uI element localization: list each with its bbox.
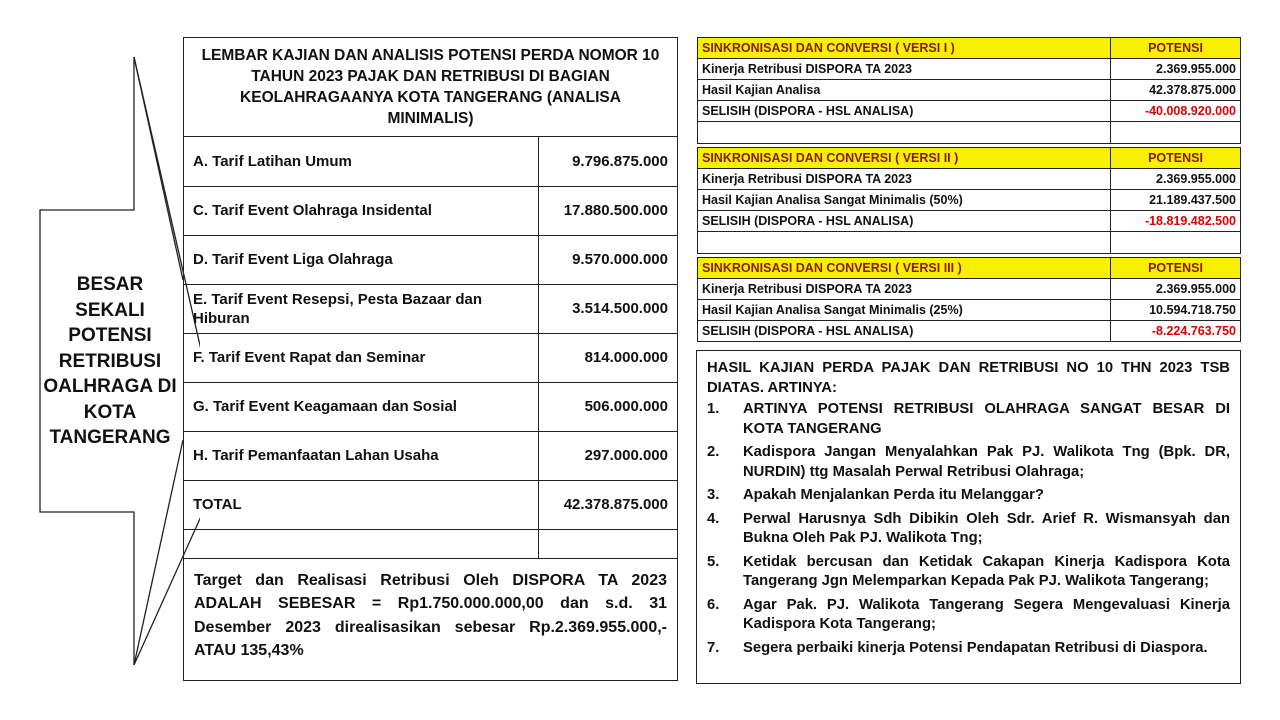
row-label: Hasil Kajian Analisa (698, 80, 1111, 101)
analysis-panel (183, 37, 678, 681)
sync-table-v3 (697, 257, 1241, 342)
item-text: Kadispora Jangan Menyalahkan Pak PJ. Walikota Tng (Bpk. DR, NURDIN) ttg Masalah Perwal Retribusi Olahraga; (743, 444, 1230, 480)
table-row (698, 279, 1241, 300)
row-label: A. Tarif Latihan Umum (184, 137, 538, 186)
row-label: Hasil Kajian Analisa Sangat Minimalis (25%) (698, 300, 1111, 321)
spacer-row (698, 232, 1241, 254)
item-text: Segera perbaiki kinerja Potensi Pendapatan Retribusi di Diaspora. (743, 639, 1208, 656)
row-value: 506.000.000 (538, 382, 677, 431)
callout-line: OALHRAGA DI (43, 376, 177, 397)
row-label: E. Tarif Event Resepsi, Pesta Bazaar dan Hiburan (184, 284, 538, 333)
item-number: 7. (707, 639, 720, 656)
list-item (707, 400, 1230, 439)
sync-header-label: SINKRONISASI DAN CONVERSI ( VERSI III ) (698, 258, 1111, 279)
row-label: Hasil Kajian Analisa Sangat Minimalis (50%) (698, 190, 1111, 211)
table-row (184, 137, 677, 186)
total-row (184, 480, 677, 529)
row-value: 2.369.955.000 (1111, 59, 1241, 80)
target-realization-note: Target dan Realisasi Retribusi Oleh DISPORA TA 2023 ADALAH SEBESAR = Rp1.750.000.000,00 dan s.d. 31 Desember 2023 direalisasikan sebesar Rp.2.369.955.000,- ATAU 135,43% (194, 571, 667, 659)
row-label: Kinerja Retribusi DISPORA TA 2023 (698, 169, 1111, 190)
row-value: 10.594.718.750 (1111, 300, 1241, 321)
tariff-table (184, 137, 677, 559)
item-number: 6. (707, 596, 720, 613)
total-label: TOTAL (184, 480, 538, 529)
item-text: Ketidak bercusan dan Ketidak Cakapan Kinerja Kadispora Kota Tangerang Jgn Melemparkan Kepada Pak PJ. Walikota Tangerang; (743, 553, 1230, 589)
list-item (707, 596, 1230, 635)
conclusion-intro: HASIL KAJIAN PERDA PAJAK DAN RETRIBUSI NO 10 THN 2023 TSB DIATAS. ARTINYA: (707, 360, 1230, 396)
list-item (707, 639, 1230, 659)
sync-header (698, 148, 1241, 169)
difference-value: -40.008.920.000 (1111, 101, 1241, 122)
difference-value: -18.819.482.500 (1111, 211, 1241, 232)
row-value: 2.369.955.000 (1111, 279, 1241, 300)
table-row (184, 235, 677, 284)
item-text: Agar Pak. PJ. Walikota Tangerang Segera Mengevaluasi Kinerja Kadispora Kota Tangerang; (743, 596, 1230, 632)
row-label: Kinerja Retribusi DISPORA TA 2023 (698, 59, 1111, 80)
list-item (707, 553, 1230, 592)
spacer-row (698, 122, 1241, 144)
list-item (707, 486, 1230, 506)
conclusion-list (707, 400, 1230, 658)
row-value: 9.570.000.000 (538, 235, 677, 284)
callout-line: BESAR (76, 274, 144, 295)
sync-header-label: SINKRONISASI DAN CONVERSI ( VERSI I ) (698, 38, 1111, 59)
table-row (698, 300, 1241, 321)
table-row (184, 284, 677, 333)
row-value: 17.880.500.000 (538, 186, 677, 235)
item-text: Apakah Menjalankan Perda itu Melanggar? (743, 487, 1044, 503)
analysis-title: LEMBAR KAJIAN DAN ANALISIS POTENSI PERDA NOMOR 10 TAHUN 2023 PAJAK DAN RETRIBUSI DI BAGIAN KEOLAHRAGAANYA KOTA TANGERANG (ANALISA MINIMALIS) (184, 38, 677, 137)
table-row (184, 382, 677, 431)
sync-table-v2 (697, 147, 1241, 254)
item-number: 1. (707, 401, 720, 417)
conclusion-box (696, 350, 1241, 684)
row-label: F. Tarif Event Rapat dan Seminar (184, 333, 538, 382)
table-row (184, 333, 677, 382)
table-row (698, 169, 1241, 190)
callout-line: TANGERANG (49, 427, 171, 448)
table-row (698, 211, 1241, 232)
sync-header (698, 258, 1241, 279)
sync-table-v1 (697, 37, 1241, 144)
row-value: 42.378.875.000 (1111, 80, 1241, 101)
difference-value: -8.224.763.750 (1111, 321, 1241, 342)
sync-header-label: SINKRONISASI DAN CONVERSI ( VERSI II ) (698, 148, 1111, 169)
row-label: SELISIH (DISPORA - HSL ANALISA) (698, 321, 1111, 342)
sync-header-value: POTENSI (1111, 148, 1241, 169)
row-label (184, 529, 538, 558)
list-item (707, 510, 1230, 549)
table-row (184, 186, 677, 235)
callout-line: POTENSI (68, 325, 152, 346)
sync-header (698, 38, 1241, 59)
total-value: 42.378.875.000 (538, 480, 677, 529)
row-label: Kinerja Retribusi DISPORA TA 2023 (698, 279, 1111, 300)
table-row (698, 80, 1241, 101)
callout-label (40, 272, 180, 451)
row-value: 814.000.000 (538, 333, 677, 382)
row-label: H. Tarif Pemanfaatan Lahan Usaha (184, 431, 538, 480)
item-number: 3. (707, 487, 720, 503)
row-value (538, 529, 677, 558)
row-value: 9.796.875.000 (538, 137, 677, 186)
callout-line: RETRIBUSI (58, 350, 162, 372)
table-row (184, 431, 677, 480)
callout-line: SEKALI (75, 299, 145, 321)
row-value: 3.514.500.000 (538, 284, 677, 333)
table-row (698, 101, 1241, 122)
row-label: G. Tarif Event Keagamaan dan Sosial (184, 382, 538, 431)
item-number: 4. (707, 510, 720, 527)
table-row (698, 321, 1241, 342)
row-value: 297.000.000 (538, 431, 677, 480)
list-item (707, 443, 1230, 482)
empty-row (184, 529, 677, 558)
item-number: 5. (707, 553, 720, 570)
table-row (698, 59, 1241, 80)
table-row (698, 190, 1241, 211)
callout-line: KOTA (83, 401, 137, 423)
row-value: 2.369.955.000 (1111, 169, 1241, 190)
row-value: 21.189.437.500 (1111, 190, 1241, 211)
sync-header-value: POTENSI (1111, 258, 1241, 279)
sync-header-value: POTENSI (1111, 38, 1241, 59)
row-label: D. Tarif Event Liga Olahraga (184, 235, 538, 284)
row-label: SELISIH (DISPORA - HSL ANALISA) (698, 211, 1111, 232)
row-label: C. Tarif Event Olahraga Insidental (184, 186, 538, 235)
item-text: Perwal Harusnya Sdh Dibikin Oleh Sdr. Arief R. Wismansyah dan Bukna Oleh Pak PJ. Walikota Tng; (743, 510, 1230, 546)
item-number: 2. (707, 444, 720, 460)
item-text: ARTINYA POTENSI RETRIBUSI OLAHRAGA SANGAT BESAR DI KOTA TANGERANG (743, 401, 1230, 437)
row-label: SELISIH (DISPORA - HSL ANALISA) (698, 101, 1111, 122)
